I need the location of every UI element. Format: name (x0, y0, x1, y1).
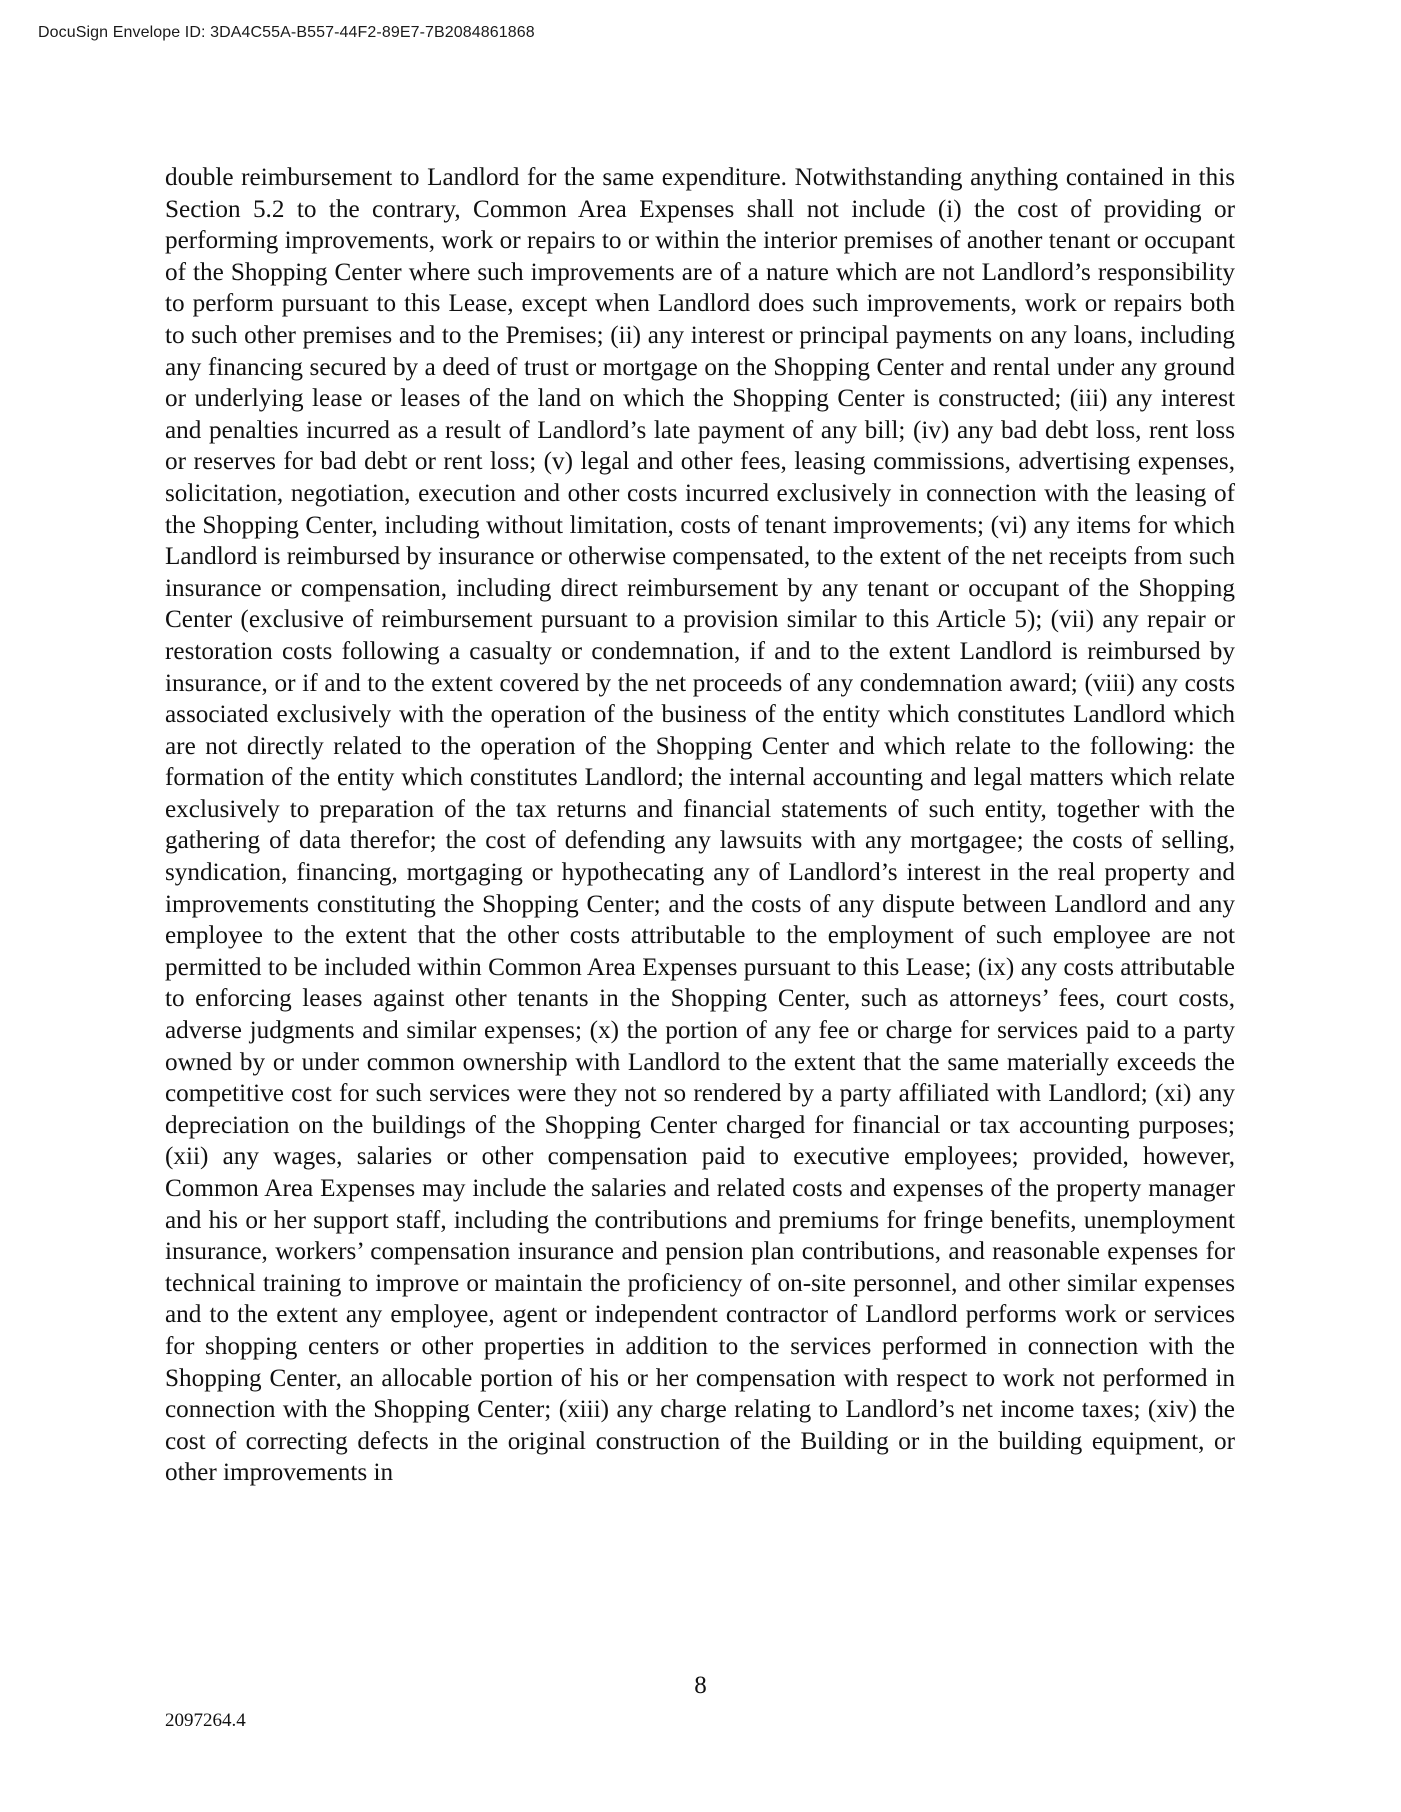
docusign-envelope-id: DocuSign Envelope ID: 3DA4C55A-B557-44F2-89E7-7B2084861868 (38, 24, 535, 41)
page-number: 8 (694, 1672, 707, 1699)
document-number: 2097264.4 (165, 1710, 246, 1731)
lease-body-paragraph: double reimbursement to Landlord for the same expenditure. Notwithstanding anything contained in this Section 5.2 to the contrary, Common Area Expenses shall not include (i) the cost of providing or performing improvements, work or repairs to or within the interior premises of another tenant or occupant of the Shopping Center where such improvements are of a nature which are not Landlord’s responsibility to perform pursuant to this Lease, except when Landlord does such improvements, work or repairs both to such other premises and to the Premises; (ii) any interest or principal payments on any loans, including any financing secured by a deed of trust or mortgage on the Shopping Center and rental under any ground or underlying lease or leases of the land on which the Shopping Center is constructed; (iii) any interest and penalties incurred as a result of Landlord’s late payment of any bill; (iv) any bad debt loss, rent loss or reserves for bad debt or rent loss; (v) legal and other fees, leasing commissions, advertising expenses, solicitation, negotiation, execution and other costs incurred exclusively in connection with the leasing of the Shopping Center, including without limitation, costs of tenant improvements; (vi) any items for which Landlord is reimbursed by insurance or otherwise compensated, to the extent of the net receipts from such insurance or compensation, including direct reimbursement by any tenant or occupant of the Shopping Center (exclusive of reimbursement pursuant to a provision similar to this Article 5); (vii) any repair or restoration costs following a casualty or condemnation, if and to the extent Landlord is reimbursed by insurance, or if and to the extent covered by the net proceeds of any condemnation award; (viii) any costs associated exclusively with the operation of the business of the entity which constitutes Landlord which are not directly related to the operation of the Shopping Center and which relate to the following: the formation of the entity which constitutes Landlord; the internal accounting and legal matters which relate exclusively to preparation of the tax returns and financial statements of such entity, together with the gathering of data therefor; the cost of defending any lawsuits with any mortgagee; the costs of selling, syndication, financing, mortgaging or hypothecating any of Landlord’s interest in the real property and improvements constituting the Shopping Center; and the costs of any dispute between Landlord and any employee to the extent that the other costs attributable to the employment of such employee are not permitted to be included within Common Area Expenses pursuant to this Lease; (ix) any costs attributable to enforcing leases against other tenants in the Shopping Center, such as attorneys’ fees, court costs, adverse judgments and similar expenses; (x) the portion of any fee or charge for services paid to a party owned by or under common ownership with Landlord to the extent that the same materially exceeds the competitive cost for such services were they not so rendered by a party affiliated with Landlord; (xi) any depreciation on the buildings of the Shopping Center charged for financial or tax accounting purposes; (xii) any wages, salaries or other compensation paid to executive employees; provided, however, Common Area Expenses may include the salaries and related costs and expenses of the property manager and his or her support staff, including the contributions and premiums for fringe benefits, unemployment insurance, workers’ compensation insurance and pension plan contributions, and reasonable expenses for technical training to improve or maintain the proficiency of on-site personnel, and other similar expenses and to the extent any employee, agent or independent contractor of Landlord performs work or services for shopping centers or other properties in addition to the services performed in connection with the Shopping Center, an allocable portion of his or her compensation with respect to work not performed in connection with the Shopping Center; (xiii) any charge relating to Landlord’s net income taxes; (xiv) the cost of correcting defects in the original construction of the Building or in the building equipment, or other improvements in (165, 164, 1235, 1487)
